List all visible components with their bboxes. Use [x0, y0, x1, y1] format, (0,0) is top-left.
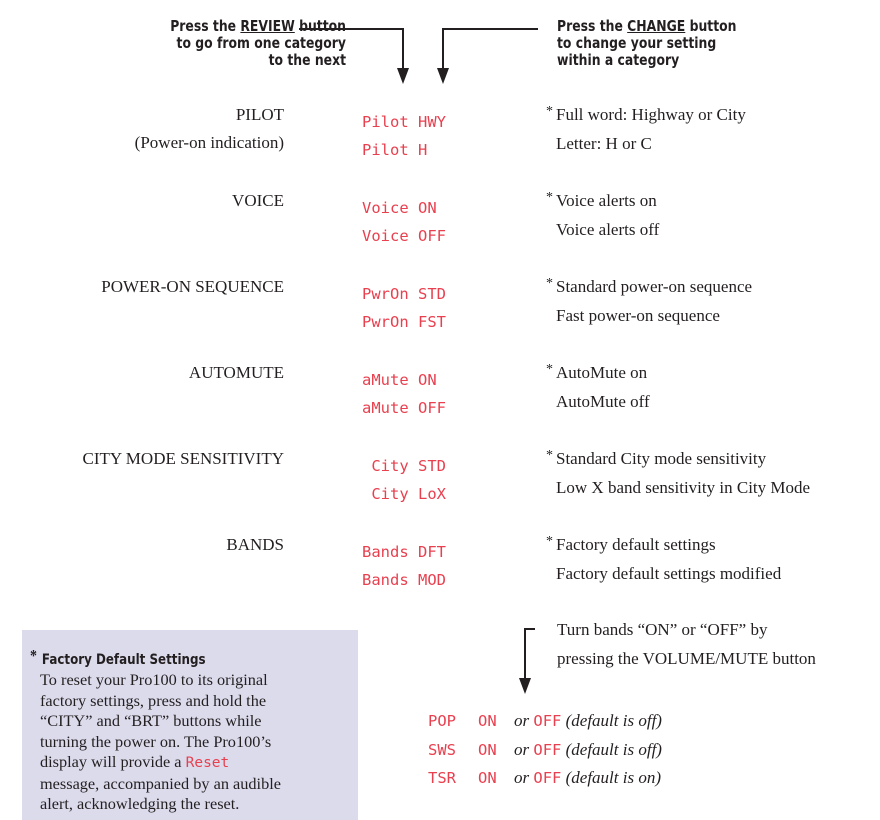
- display-option-1: Bands DFT: [362, 543, 446, 561]
- factory-title-text: Factory Default Settings: [41, 652, 206, 668]
- band-default: (default is on): [565, 768, 662, 787]
- band-toggle-pop: [428, 711, 662, 731]
- display-option-1: Voice ON: [362, 199, 437, 217]
- factory-line-2: factory settings, press and hold the: [40, 690, 267, 710]
- review-line-3: to the next: [268, 51, 346, 69]
- band-default: (default is off): [565, 740, 662, 759]
- option-description-default: [546, 535, 716, 555]
- option-description-alt: [546, 306, 720, 326]
- category-sublabel: (Power-on indication): [134, 133, 284, 152]
- factory-line-1: To reset your Pro100 to its original: [40, 670, 268, 689]
- category-label: VOICE: [232, 191, 284, 210]
- description-text: Factory default settings modified: [556, 564, 782, 583]
- or-word: or: [514, 740, 530, 759]
- band-toggle-sws: [428, 740, 662, 760]
- band-on: ON: [478, 769, 497, 787]
- band-on: ON: [478, 712, 497, 730]
- change-arrow-line: [443, 29, 538, 70]
- display-option-1: PwrOn STD: [362, 285, 446, 303]
- display-option-2: PwrOn FST: [362, 313, 446, 331]
- band-code: POP: [428, 712, 456, 730]
- option-description-alt: [546, 392, 650, 412]
- description-text: Standard City mode sensitivity: [556, 449, 767, 468]
- display-option-2: Pilot H: [362, 141, 428, 159]
- category-label: PILOT: [235, 105, 284, 124]
- display-option-2: Bands MOD: [362, 571, 446, 589]
- default-asterisk: *: [546, 276, 553, 291]
- description-text: Standard power-on sequence: [556, 277, 753, 296]
- default-asterisk: *: [546, 362, 553, 377]
- display-option-2: aMute OFF: [362, 399, 446, 417]
- bands-note-line-1: Turn bands “ON” or “OFF” by: [557, 620, 768, 639]
- display-option-2: Voice OFF: [362, 227, 446, 245]
- default-asterisk: *: [546, 534, 553, 549]
- option-description-default: [546, 277, 752, 297]
- option-description-alt: [546, 564, 781, 584]
- factory-line-5-prefix: display will provide a: [40, 752, 186, 771]
- change-prefix: Press the: [557, 17, 628, 35]
- description-text: Voice alerts on: [556, 191, 657, 210]
- display-option-2: City LoX: [362, 485, 446, 503]
- change-suffix: button: [685, 17, 737, 35]
- factory-line-4: turning the power on. The Pro100’s: [40, 731, 272, 751]
- band-toggle-tsr: [428, 768, 661, 788]
- display-option-1: Pilot HWY: [362, 113, 446, 131]
- band-on: ON: [478, 741, 497, 759]
- factory-line-7: alert, acknowledging the reset.: [40, 794, 240, 813]
- display-option-1: aMute ON: [362, 371, 437, 389]
- or-word: or: [514, 711, 530, 730]
- factory-default-box: [22, 630, 358, 820]
- review-arrow-line: [299, 29, 403, 70]
- band-off: OFF: [533, 712, 562, 730]
- default-asterisk: *: [546, 104, 553, 119]
- band-off: OFF: [533, 741, 562, 759]
- bands-arrow-line: [525, 629, 535, 680]
- category-label: POWER-ON SEQUENCE: [101, 277, 284, 296]
- asterisk-mark: *: [30, 646, 37, 665]
- display-option-1: City STD: [362, 457, 446, 475]
- review-prefix: Press the: [170, 17, 241, 35]
- option-description-alt: [546, 478, 810, 498]
- change-button-name: CHANGE: [627, 17, 686, 35]
- option-description-default: [546, 363, 647, 383]
- review-arrow-head: [397, 68, 409, 84]
- bands-arrow-head: [519, 678, 531, 694]
- description-text: Fast power-on sequence: [556, 306, 720, 325]
- category-label: CITY MODE SENSITIVITY: [82, 449, 284, 468]
- bands-note-line-2: pressing the VOLUME/MUTE button: [557, 649, 816, 668]
- option-description-alt: [546, 134, 652, 154]
- change-line-3: within a category: [557, 51, 680, 69]
- band-default: (default is off): [565, 711, 662, 730]
- category-label: BANDS: [226, 535, 284, 554]
- description-text: AutoMute on: [556, 363, 648, 382]
- change-arrow-head: [437, 68, 449, 84]
- review-suffix: button: [294, 17, 346, 35]
- category-label: AUTOMUTE: [188, 363, 284, 382]
- change-line-2: to change your setting: [557, 34, 717, 52]
- default-asterisk: *: [546, 190, 553, 205]
- option-description-default: [546, 449, 766, 469]
- review-button-name: REVIEW: [240, 17, 295, 35]
- description-text: Letter: H or C: [556, 134, 652, 153]
- band-code: SWS: [428, 741, 456, 759]
- default-asterisk: *: [546, 448, 553, 463]
- description-text: Voice alerts off: [556, 220, 660, 239]
- review-line-2: to go from one category: [176, 34, 346, 52]
- or-word: or: [514, 768, 530, 787]
- factory-box-text: [40, 670, 360, 815]
- band-code: TSR: [428, 769, 456, 787]
- factory-box-title: [30, 646, 206, 668]
- option-description-alt: [546, 220, 659, 240]
- factory-line-5: [40, 752, 360, 774]
- factory-line-3: “CITY” and “BRT” buttons while: [40, 711, 262, 730]
- option-description-default: [546, 105, 746, 125]
- description-text: Full word: Highway or City: [556, 105, 746, 124]
- option-description-default: [546, 191, 657, 211]
- description-text: AutoMute off: [556, 392, 650, 411]
- band-off: OFF: [533, 769, 562, 787]
- reset-lcd-text: Reset: [185, 755, 230, 771]
- description-text: Factory default settings: [556, 535, 716, 554]
- description-text: Low X band sensitivity in City Mode: [556, 478, 811, 497]
- factory-line-6: message, accompanied by an audible: [40, 773, 281, 793]
